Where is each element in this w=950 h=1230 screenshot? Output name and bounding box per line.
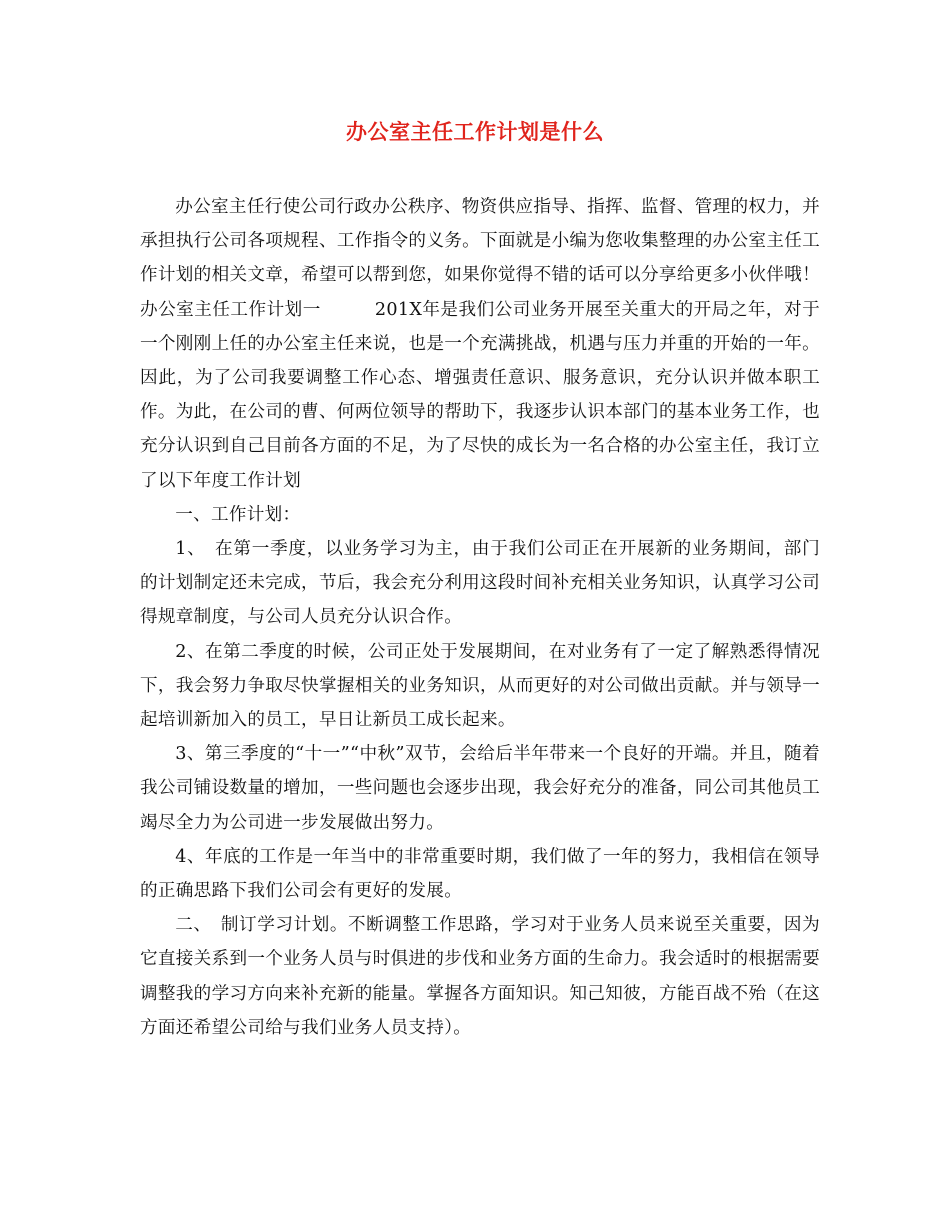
plan1-heading: 办公室主任工作计划一: [140, 299, 321, 320]
plan-item-q4: 4、年底的工作是一年当中的非常重要时期，我们做了一年的努力，我相信在领导的正确思路下我们公司会有更好的发展。: [140, 846, 820, 902]
plan1-body: 201X年是我们公司业务开展至关重大的开局之年，对于一个刚刚上任的办公室主任来说，也是一个充满挑战，机遇与压力并重的开始的一年。因此，为了公司我要调整工作心态、增强责任意识、服务意识，充分认识并做本职工作。为此，在公司的曹、何两位领导的帮助下，我逐步认识本部门的基本业务工作，也充分认识到自己目前各方面的不足，为了尽快的成长为一名合格的办公室主任，我订立了以下年度工作计划: [140, 299, 820, 491]
document-body: [140, 190, 820, 1045]
section-study-plan: 二、 制订学习计划。不断调整工作思路，学习对于业务人员来说至关重要，因为它直接关系到一个业务人员与时俱进的步伐和业务方面的生命力。我会适时的根据需要调整我的学习方向来补充新的能量。掌握各方面知识。知己知彼，方能百战不殆（在这方面还希望公司给与我们业务人员支持）。: [140, 915, 820, 1038]
plan-item-q2: 2、在第二季度的时候，公司正处于发展期间，在对业务有了一定了解熟悉得情况下，我会努力争取尽快掌握相关的业务知识，从而更好的对公司做出贡献。并与领导一起培训新加入的员工，早日让新员工成长起来。: [140, 641, 820, 731]
intro-paragraph: 办公室主任行使公司行政办公秩序、物资供应指导、指挥、监督、管理的权力，并承担执行公司各项规程、工作指令的义务。下面就是小编为您收集整理的办公室主任工作计划的相关文章，希望可以帮到您，如果你觉得不错的话可以分享给更多小伙伴哦！: [140, 197, 820, 286]
plan-item-q1: 1、 在第一季度，以业务学习为主，由于我们公司正在开展新的业务期间，部门的计划制定还未完成，节后，我会充分利用这段时间补充相关业务知识，认真学习公司得规章制度，与公司人员充分认识合作。: [140, 539, 820, 628]
section-heading-work-plan: 一、工作计划：: [175, 504, 301, 525]
plan-item-q3: 3、第三季度的“十一”“中秋”双节，会给后半年带来一个良好的开端。并且，随着我公司铺设数量的增加，一些问题也会逐步出现，我会好充分的准备，同公司其他员工竭尽全力为公司进一步发展做出努力。: [140, 744, 820, 833]
document-title: 办公室主任工作计划是什么: [346, 119, 604, 144]
plan1-paragraph: [140, 293, 820, 498]
